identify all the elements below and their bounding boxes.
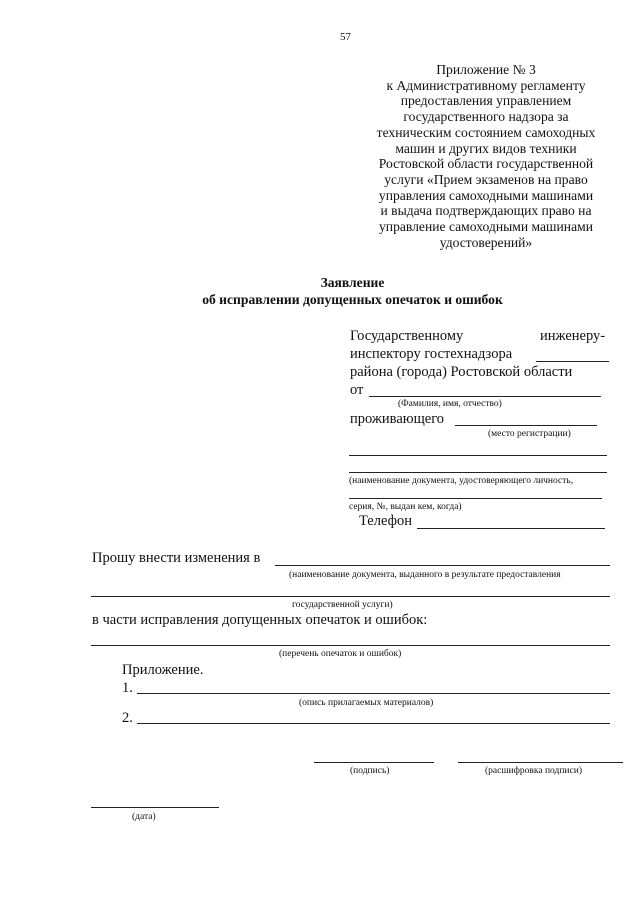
- appendix-heading: Приложение № 3: [436, 62, 536, 77]
- addressee-line1-right: инженеру-: [540, 328, 606, 344]
- appendix-line: удостоверений»: [439, 234, 533, 250]
- appendix-line: техническим состоянием самоходных: [376, 124, 596, 140]
- phone-field[interactable]: [417, 528, 605, 529]
- address-field-line[interactable]: [349, 455, 607, 456]
- appendix-line: и выдача подтверждающих право на: [380, 203, 592, 219]
- district-field[interactable]: [536, 361, 609, 362]
- document-title: Заявление: [320, 275, 385, 290]
- appendix-line: к Административному регламенту: [386, 77, 586, 93]
- document-subtitle: об исправлении допущенных опечаток и ошибок: [202, 292, 503, 307]
- registration-caption: (место регистрации): [488, 429, 571, 439]
- fio-caption: (Фамилия, имя, отчество): [398, 399, 502, 409]
- appendix-line: машин и других видов техники: [395, 140, 577, 156]
- appendix-line: государственного надзора за: [403, 109, 569, 125]
- appendix-block: [355, 62, 617, 250]
- attachment-label: Приложение.: [122, 662, 204, 678]
- id-document-field-2[interactable]: [349, 498, 602, 499]
- document-name-field-2[interactable]: [91, 596, 610, 597]
- residing-label: проживающего: [350, 411, 445, 427]
- id-document-caption: (наименование документа, удостоверяющего личность,: [349, 476, 574, 486]
- appendix-line: управления самоходными машинами: [378, 187, 594, 203]
- fio-field[interactable]: [369, 396, 601, 397]
- request-label: Прошу внести изменения в: [92, 550, 261, 566]
- page-number: 57: [340, 31, 351, 43]
- addressee-line2: инспектору гостехнадзора: [350, 346, 513, 362]
- appendix-line: управление самоходными машинами: [379, 219, 593, 235]
- id-document-field[interactable]: [349, 472, 607, 473]
- date-field[interactable]: [91, 807, 219, 808]
- addressee-line1-left: Государственному: [350, 328, 464, 344]
- id-document-caption-2: серия, №, выдан кем, когда): [349, 502, 462, 512]
- errors-field[interactable]: [91, 645, 610, 646]
- registration-field[interactable]: [455, 425, 597, 426]
- signature-caption: (подпись): [350, 766, 390, 776]
- appendix-line: Ростовской области государственной: [378, 156, 594, 172]
- attachment-item-1-number: 1.: [122, 680, 133, 696]
- attachment-item-2-number: 2.: [122, 710, 133, 726]
- errors-caption: (перечень опечаток и ошибок): [279, 649, 402, 659]
- from-label: от: [350, 382, 364, 398]
- document-name-caption-2: государственной услуги): [292, 600, 393, 610]
- addressee-line3: района (города) Ростовской области: [350, 364, 573, 380]
- signature-decoding-field[interactable]: [458, 762, 623, 763]
- appendix-line: предоставления управлением: [400, 93, 572, 109]
- part-label: в части исправления допущенных опечаток и ошибок:: [92, 612, 428, 628]
- appendix-line: услуги «Прием экзаменов на право: [384, 171, 588, 187]
- attachment-item-2-field[interactable]: [137, 723, 610, 724]
- document-name-field[interactable]: [275, 565, 610, 566]
- signature-field[interactable]: [314, 762, 434, 763]
- signature-decoding-caption: (расшифровка подписи): [485, 766, 582, 776]
- date-caption: (дата): [132, 812, 156, 822]
- attachment-item-1-field[interactable]: [137, 693, 610, 694]
- document-name-caption: (наименование документа, выданного в результате предоставления: [289, 570, 561, 580]
- phone-label: Телефон: [359, 513, 412, 529]
- materials-caption: (опись прилагаемых материалов): [299, 698, 434, 708]
